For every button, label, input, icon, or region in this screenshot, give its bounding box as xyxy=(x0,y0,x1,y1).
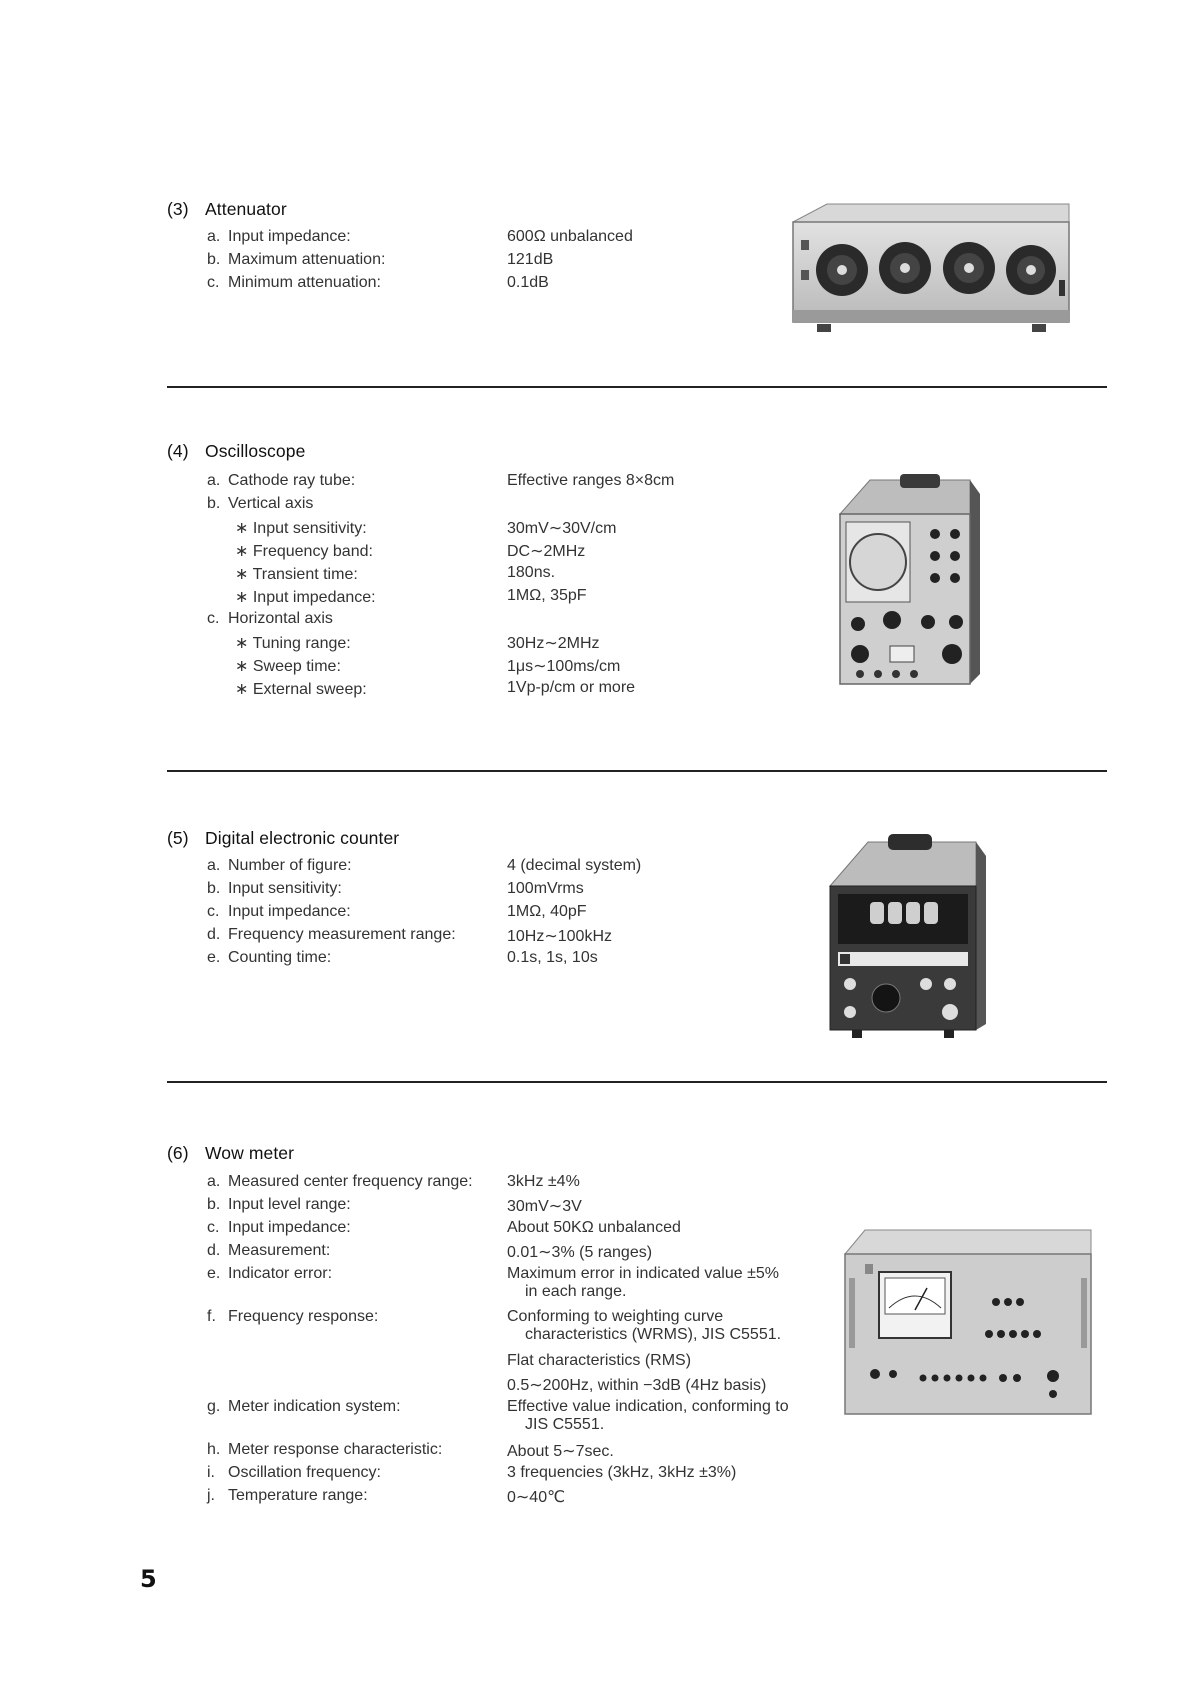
section-title: (4) Oscilloscope xyxy=(167,441,306,461)
spec-row: b. Input level range: 30mV∼3V xyxy=(207,1196,582,1215)
spec-row: h. Meter response characteristic: About 5∼7sec. xyxy=(207,1441,614,1460)
section-title: (5) Digital electronic counter xyxy=(167,828,400,848)
spec-row: ∗ Tuning range: 30Hz∼2MHz xyxy=(235,635,600,652)
spec-row: d. Measurement: 0.01∼3% (5 ranges) xyxy=(207,1242,653,1261)
section-title: (3) Attenuator xyxy=(167,199,287,219)
spec-row: Flat characteristics (RMS) xyxy=(507,1352,692,1369)
spec-row: c. Input impedance: About 50KΩ unbalanced xyxy=(207,1219,681,1236)
attenuator-photo xyxy=(787,200,1074,350)
spec-row: ∗ Input impedance: 1MΩ, 35pF xyxy=(235,587,587,606)
spec-row: c. Horizontal axis xyxy=(207,610,333,627)
spec-row: g. Meter indication system: Effective value indication, conforming to JIS C5551. xyxy=(207,1398,789,1433)
divider xyxy=(167,386,1107,388)
spec-row: c. Input impedance: 1MΩ, 40pF xyxy=(207,903,587,920)
spec-row: 0.5∼200Hz, within −3dB (4Hz basis) xyxy=(507,1377,767,1394)
spec-row: i. Oscillation frequency: 3 frequencies (3kHz, 3kHz ±3%) xyxy=(207,1464,737,1481)
spec-row: e. Indicator error: Maximum error in indicated value ±5% in each range. xyxy=(207,1265,779,1300)
spec-row: a. Cathode ray tube: Effective ranges 8×8cm xyxy=(207,472,675,489)
section-title: (6) Wow meter xyxy=(167,1143,295,1163)
counter-photo xyxy=(826,834,986,1040)
spec-row: j. Temperature range: 0∼40℃ xyxy=(207,1487,566,1506)
spec-row: b. Vertical axis xyxy=(207,495,314,512)
spec-row: a. Input impedance: 600Ω unbalanced xyxy=(207,228,633,245)
oscilloscope-photo xyxy=(830,474,980,689)
divider xyxy=(167,770,1107,772)
spec-row: e. Counting time: 0.1s, 1s, 10s xyxy=(207,949,598,966)
spec-row: b. Input sensitivity: 100mVrms xyxy=(207,880,584,897)
page-number: 5 xyxy=(140,1565,157,1593)
spec-row: ∗ Frequency band: DC∼2MHz xyxy=(235,543,586,560)
spec-row: d. Frequency measurement range: 10Hz∼100kHz xyxy=(207,926,613,945)
spec-row: c. Minimum attenuation: 0.1dB xyxy=(207,274,549,291)
spec-row: a. Measured center frequency range: 3kHz ±4% xyxy=(207,1173,580,1190)
spec-row: ∗ External sweep: 1Vp-p/cm or more xyxy=(235,679,636,698)
spec-row: ∗ Sweep time: 1μs∼100ms/cm xyxy=(235,658,621,675)
spec-row: ∗ Transient time: 180ns. xyxy=(235,564,556,583)
spec-row: f. Frequency response: Conforming to weighting curve characteristics (WRMS), JIS C5551. xyxy=(207,1308,782,1343)
spec-row: b. Maximum attenuation: 121dB xyxy=(207,251,554,268)
wow-meter-photo xyxy=(841,1228,1094,1418)
divider xyxy=(167,1081,1107,1083)
spec-row: ∗ Input sensitivity: 30mV∼30V/cm xyxy=(235,520,617,537)
spec-row: a. Number of figure: 4 (decimal system) xyxy=(207,857,642,874)
